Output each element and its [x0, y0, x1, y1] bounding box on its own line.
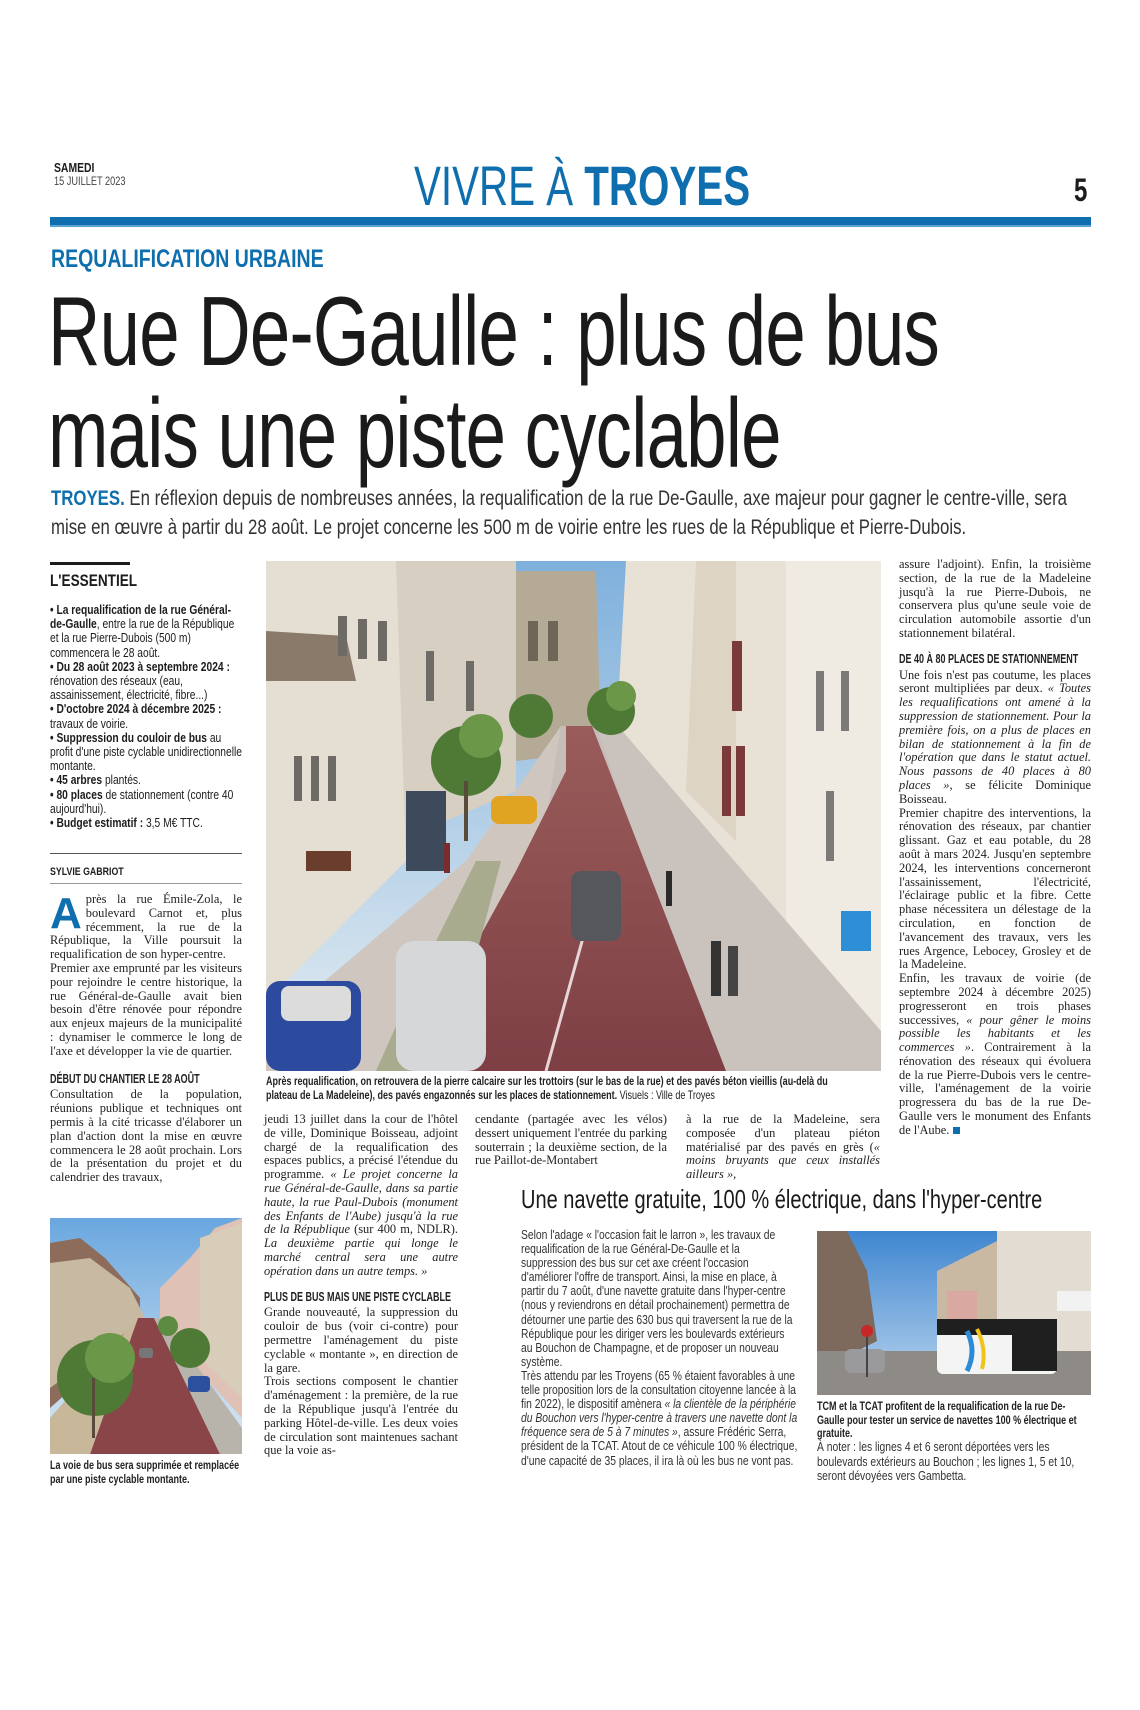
essentiel-item-text: rénovation des réseaux (eau, assainissement, électricité, fibre...)	[50, 674, 208, 703]
text-segment: jeudi 13 juillet dans la cour de l'hôtel de ville, Dominique Boisseau, adjoint chargé de la requalification des espaces publics, a précisé l'étendue du programme.	[264, 1112, 458, 1182]
issue-date: 15 JUILLET 2023	[54, 176, 126, 188]
subheading: PLUS DE BUS MAIS UNE PISTE CYCLABLE	[264, 1289, 452, 1304]
paragraph	[50, 962, 242, 1059]
paragraph	[899, 669, 1091, 807]
text-segment: Premier axe emprunté par les visiteurs pour rejoindre le centre historique, la rue Général-de-Gaulle avait bien besoin d'être rénovée pour répondre aux enjeux majeurs de la municipalité : dynamiser le commerce le long de l'axe et développer la vie de quartier.	[50, 960, 242, 1058]
text-segment: Une fois n'est pas coutume, les places seront multipliées par deux.	[899, 667, 1091, 696]
essentiel-item-key: • 80 places	[50, 787, 103, 802]
end-of-article-icon	[953, 1127, 960, 1134]
essentiel-title: L'ESSENTIEL	[50, 571, 138, 590]
sidebar-text	[521, 1228, 798, 1468]
lede-text: En réflexion depuis de nombreuses années, la requalification de la rue De-Gaulle, axe majeur pour gagner le centre-ville, sera mise en œuvre à partir du 28 août. Le projet concerne les 500 m de voirie entre les rues de la République et Pierre-Dubois.	[51, 487, 1068, 539]
paragraph	[475, 1113, 667, 1168]
article-title	[48, 276, 940, 488]
essentiel-item-text: travaux de voirie.	[50, 716, 129, 731]
page-number: 5	[1074, 172, 1088, 208]
article-column-right	[899, 558, 1091, 1138]
paragraph	[521, 1369, 798, 1468]
essentiel-item-text: de stationnement (contre 40 aujourd'hui).	[50, 787, 234, 816]
quote-text: « Le projet concerne la rue Général-de-Gaulle, dans sa partie haute, la rue Paul-Dubois (monument des Enfants de l'Aube) jusqu'à la rue de la République	[264, 1167, 458, 1237]
paragraph	[686, 1113, 880, 1182]
divider	[50, 883, 242, 884]
text-segment: , assure Frédéric Serra, président de la TCAT. Atout de ce véhicule 100 % électrique, d'une capacité de 35 places, il ira là où les bus ne vont pas.	[521, 1425, 798, 1468]
main-image-caption	[266, 1075, 851, 1102]
quote-text: « la clientèle de la périphérie du Bouchon vers l'hyper-centre à travers une navette dont la fréquence sera de 5 à 7 minutes »	[521, 1397, 798, 1440]
paragraph	[899, 972, 1091, 1138]
text-segment: , se félicite Dominique Boisseau.	[899, 777, 1091, 806]
lede-place: TROYES.	[51, 487, 125, 510]
essentiel-item-text: , entre la rue de la République et la rue Pierre-Dubois (500 m) commencera le 28 août.	[50, 617, 235, 660]
paragraph	[899, 558, 1091, 641]
bus-photo-caption: TCM et la TCAT profitent de la requalification de la rue De-Gaulle pour tester un service de navettes 100 % électrique et gratuite.	[817, 1399, 1077, 1440]
paragraph	[50, 1088, 242, 1185]
sidebar-note: À noter : les lignes 4 et 6 seront déportées vers les boulevards extérieurs au Bouchon ; les lignes 1, 5 et 10, seront dévoyées vers Gambetta.	[817, 1440, 1075, 1483]
paragraph	[264, 1113, 458, 1279]
essentiel-item	[50, 816, 242, 830]
quote-text: « moins bruyants que ceux installés ailleurs »	[686, 1139, 880, 1182]
text-segment: Consultation de la population, réunions publique et techniques ont permis à la cité tricasse d'élaborer un plan d'action dont la mise en œuvre commencera le 28 août prochain. Lors de la présentation du projet et du calendrier des travaux,	[50, 1087, 242, 1185]
paragraph	[899, 807, 1091, 973]
essentiel-item-key: • Budget estimatif :	[50, 816, 144, 831]
essentiel-item-key: • La requalification de la rue Général-de-Gaulle	[50, 603, 231, 632]
byline: SYLVIE GABRIOT	[50, 866, 124, 878]
article-lede	[51, 484, 1096, 542]
text-segment: (sur 400 m, NDLR).	[350, 1222, 458, 1237]
subheading: DÉBUT DU CHANTIER LE 28 AOÛT	[50, 1071, 200, 1086]
paragraph	[521, 1228, 798, 1369]
section-title-light: VIVRE À	[414, 154, 585, 217]
essentiel-item	[50, 603, 242, 660]
essentiel-item	[50, 773, 242, 787]
dropcap: A	[50, 889, 82, 938]
text-segment: Grande nouveauté, la suppression du couloir de bus (voir ci-contre) pour permettre l'aménagement du piste cyclable « montante », en direction de la gare.	[264, 1305, 458, 1375]
article-kicker: REQUALIFICATION URBAINE	[51, 245, 324, 273]
header-rule	[50, 217, 1091, 227]
essentiel-item	[50, 702, 242, 730]
street-rendering-image	[266, 561, 881, 1071]
essentiel-item-key: • 45 arbres	[50, 773, 103, 788]
essentiel-item-text: au profit d'une piste cyclable unidirectionnelle montante.	[50, 730, 242, 774]
section-title-bold: TROYES	[584, 154, 751, 217]
paragraph	[264, 1306, 458, 1375]
text-segment: . Contrairement à la rénovation des réseaux qui évoluera de la rue Pierre-Dubois vers le centre-ville, l'aménagement de la voirie progressera du bas de la rue De-Gaulle vers le monument des Enfants de l'Aube.	[899, 1040, 1091, 1137]
text-segment: Enfin, les travaux de voirie (de septembre 2024 à décembre 2025) progresseront en trois phases successives,	[899, 971, 1091, 1027]
quote-text: La deuxième partie qui longe le marché central sera une autre opération dans un autre temps. »	[264, 1236, 458, 1278]
paragraph-text	[899, 971, 1091, 1137]
caption-text: Après requalification, on retrouvera de la pierre calcaire sur les trottoirs (sur le bas de la rue) et des pavés béton vieillis (au-delà du plateau de La Madeleine), des pavés engazonnés sur les places de stationnement.	[266, 1074, 828, 1102]
subheading: DE 40 À 80 PLACES DE STATIONNEMENT	[899, 651, 1079, 666]
text-segment: cendante (partagée avec les vélos) dessert uniquement l'entrée du parking souterrain ; la deuxième section, de la rue Paillot-de-Montabert	[475, 1112, 667, 1168]
essentiel-item	[50, 731, 242, 774]
divider	[50, 853, 242, 854]
electric-bus-photo	[817, 1231, 1091, 1395]
issue-day: SAMEDI	[54, 160, 95, 175]
title-line-2: mais une piste cyclable	[48, 378, 781, 488]
essentiel-list	[50, 603, 242, 830]
text-segment: ,	[733, 1167, 737, 1182]
text-segment: près la rue Émile-Zola, le boulevard Carnot et, plus récemment, la rue de la République, la Ville poursuit la requalification de son hyper-centre.	[50, 892, 242, 962]
essentiel-item-text: plantés.	[102, 773, 141, 788]
essentiel-item-key: • Du 28 août 2023 à septembre 2024 :	[50, 659, 230, 674]
paragraph	[264, 1375, 458, 1458]
text-segment: Trois sections composent le chantier d'aménagement : la première, de la rue de la République jusqu'à l'entrée du parking Hôtel-de-ville. Les deux voies de circulation sont maintenues sachant que la voie as-	[264, 1374, 458, 1458]
text-segment: assure l'adjoint). Enfin, la troisième section, de la rue de la Madeleine jusqu'à la rue Pierre-Dubois, ne conservera plus qu'une seule voie de circulation automobile assortie d'un stationnement bilatéral.	[899, 557, 1091, 640]
sidebar-headline: Une navette gratuite, 100 % électrique, dans l'hyper-centre	[521, 1184, 1043, 1214]
article-column-2	[475, 1113, 667, 1168]
text-segment: Premier chapitre des interventions, la rénovation des réseaux, par chantier glissant. Gaz et eau potable, du 28 août à mars 2024. Jusqu'en septembre 2024, les interventions concerneront l'assainissement, l'électricité, l'éclairage public et la fibre. Cette phase nécessitera un délestage de la circulation, en fonction de l'avancement des travaux, vers les rues Argence, Lebocey, Grosley et de la Madeleine.	[899, 805, 1091, 972]
article-column-1	[264, 1113, 458, 1458]
image-credit: Visuels : Ville de Troyes	[617, 1087, 715, 1102]
essentiel-item	[50, 788, 242, 816]
bike-lane-illustration	[50, 1218, 242, 1454]
quote-text: « Toutes les requalifications ont amené à la suppression de stationnement. Pour la première fois, on a plus de places en bilan de stationnement à la fin de l'opération que dans le statut actuel. Nous passons de 40 places à 80 places »	[899, 681, 1091, 792]
essentiel-rule	[50, 562, 130, 565]
essentiel-item-text: 3,5 M€ TTC.	[143, 816, 203, 831]
text-segment: Selon l'adage « l'occasion fait le larron », les travaux de requalification de la rue Général-De-Gaulle et la suppression des bus sur cet axe créent l'occasion d'améliorer l'offre de transport. Ainsi, la mise en place, à partir du 7 août, d'une navette gratuite dans l'hyper-centre (nous y reviendrons en détail prochainement) permettra de détourner une partie des 630 bus qui traversent la rue de la République pour les diriger vers les boulevards extérieurs au Bouchon de Champagne, et de proposer un nouveau système.	[521, 1228, 793, 1369]
article-intro	[50, 889, 242, 1185]
essentiel-item-key: • D'octobre 2024 à décembre 2025 :	[50, 702, 222, 717]
quote-text: « pour gêner le moins possible les habitants et les commerces »	[899, 1012, 1091, 1055]
section-title	[414, 156, 750, 216]
title-line-1: Rue De-Gaulle : plus de bus	[48, 276, 940, 386]
text-segment: Très attendu par les Troyens (65 % étaient favorables à une telle proposition lors de la consultation citoyenne lancée à la fin 2022), le dispositif amènera	[521, 1368, 796, 1412]
essentiel-item	[50, 660, 242, 703]
article-column-3	[686, 1113, 880, 1182]
essentiel-item-key: • Suppression du couloir de bus	[50, 730, 208, 745]
bike-lane-caption: La voie de bus sera supprimée et remplacée par une piste cyclable montante.	[50, 1458, 240, 1486]
text-segment: à la rue de la Madeleine, sera composée d'un plateau piéton matérialisé par des pavés en grès (	[686, 1112, 880, 1154]
